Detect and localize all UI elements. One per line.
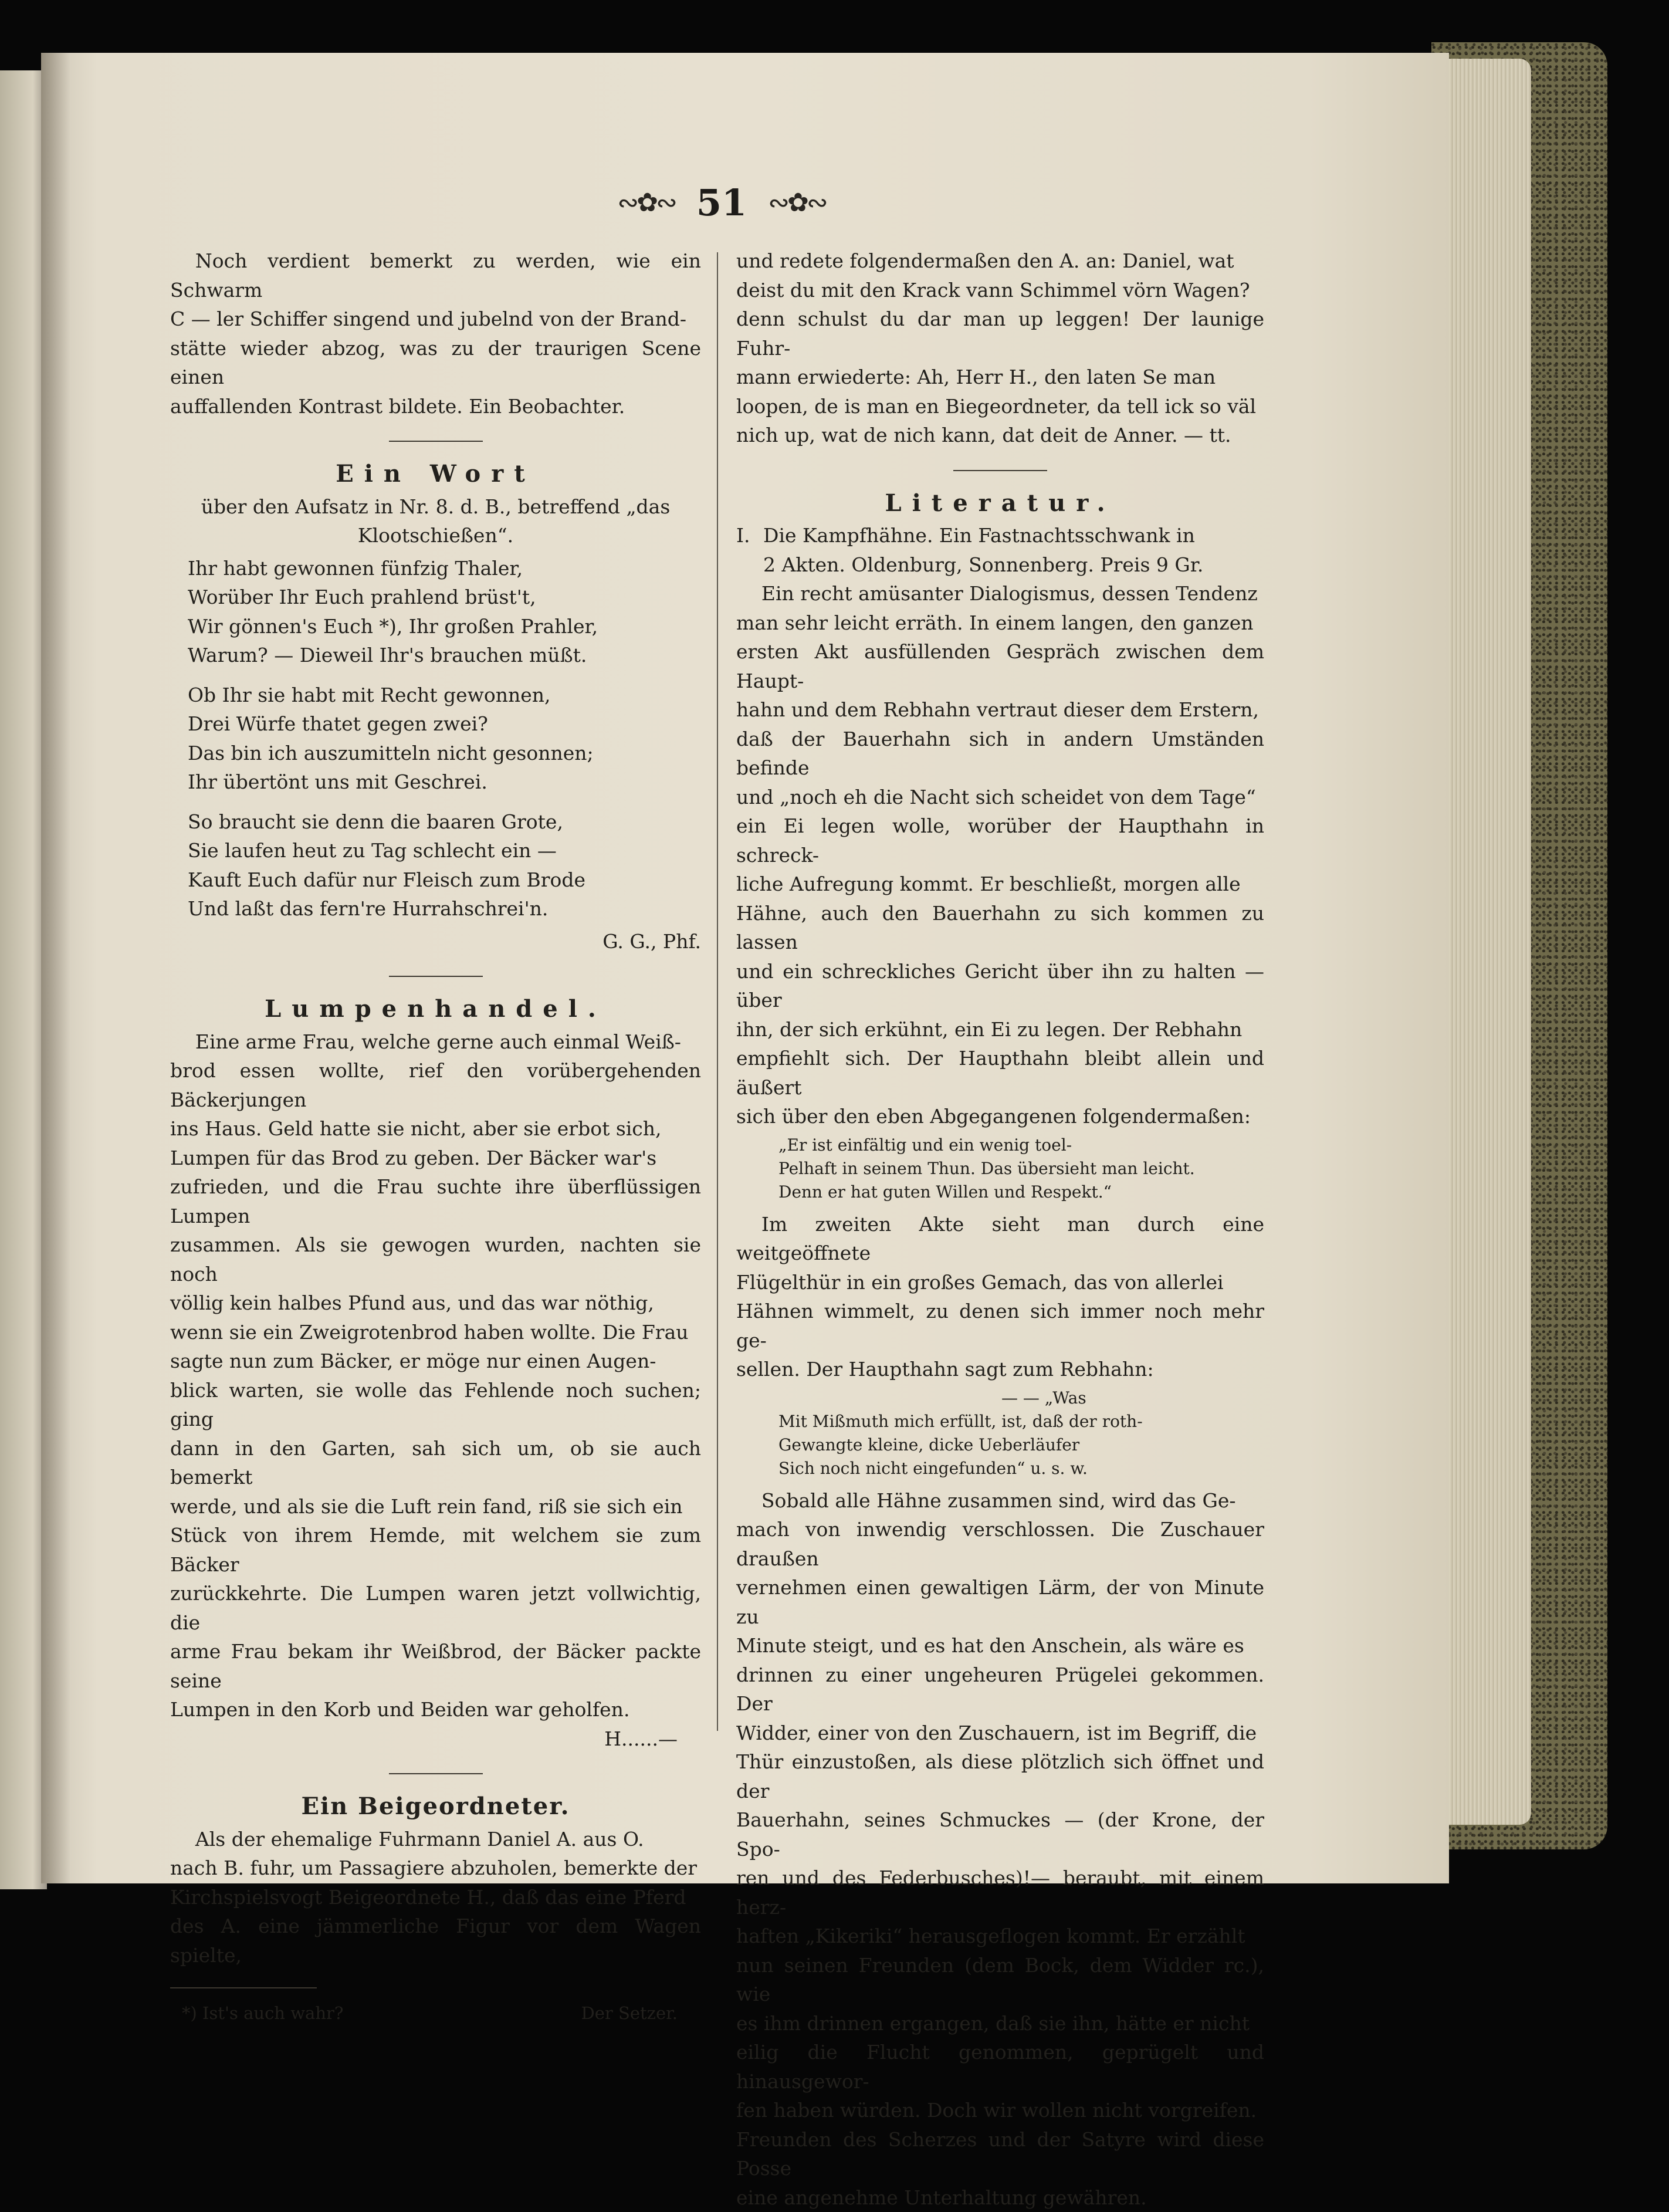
text-line: Noch verdient bemerkt zu werden, wie ein Schwarm <box>170 246 701 305</box>
text-line: vernehmen einen gewaltigen Lärm, der von Minute zu <box>736 1573 1264 1631</box>
text-line: wenn sie ein Zweigrotenbrod haben wollte. Die Frau <box>170 1318 701 1347</box>
text-line: Widder, einer von den Zuschauern, ist im Begriff, die <box>736 1719 1264 1748</box>
quote-line: Gewangte kleine, dicke Ueberläufer <box>778 1433 1264 1457</box>
poem-stanza <box>188 807 701 924</box>
text-line: hahn und dem Rebhahn vertraut dieser dem Erstern, <box>736 695 1264 725</box>
text-line: haften „Kikeriki“ herausgeflogen kommt. Er erzählt <box>736 1922 1264 1951</box>
text-line: mann erwiederte: Ah, Herr H., den laten Se man <box>736 363 1264 392</box>
text-line: Hähnen wimmelt, zu denen sich immer noch mehr ge- <box>736 1297 1264 1355</box>
quote-line: Denn er hat guten Willen und Respekt.“ <box>778 1181 1264 1204</box>
poem-stanza <box>188 554 701 670</box>
quote-line: Sich noch nicht eingefunden“ u. s. w. <box>778 1457 1264 1480</box>
text-line: es ihm drinnen ergangen, daß sie ihn, hätte er nicht <box>736 2009 1264 2038</box>
text-line: nun seinen Freunden (dem Bock, dem Widder rc.), wie <box>736 1951 1264 2009</box>
section-title: Ein Wort <box>170 459 701 489</box>
text-line: Minute steigt, und es hat den Anschein, als wäre es <box>736 1631 1264 1660</box>
text-line: ren und des Federbusches)!— beraubt, mit einem herz- <box>736 1863 1264 1922</box>
footnote-text: *) Ist's auch wahr? <box>170 1999 343 2028</box>
text-line: C — ler Schiffer singend und jubelnd von der Brand- <box>170 305 701 334</box>
verse-line: Sie laufen heut zu Tag schlecht ein — <box>188 836 701 865</box>
verse-quote <box>778 1134 1264 1204</box>
text-line: Ein recht amüsanter Dialogismus, dessen Tendenz <box>736 579 1264 608</box>
text-line: Thür einzustoßen, als diese plötzlich sich öffnet und der <box>736 1747 1264 1805</box>
text-line: und redete folgendermaßen den A. an: Daniel, wat <box>736 246 1264 276</box>
verse-line: Warum? — Dieweil Ihr's brauchen müßt. <box>188 641 701 670</box>
text-line: werde, und als sie die Luft rein fand, riß sie sich ein <box>170 1492 701 1521</box>
text-line: Bauerhahn, seines Schmuckes — (der Krone, der Spo- <box>736 1805 1264 1863</box>
text-line: arme Frau bekam ihr Weißbrod, der Bäcker packte seine <box>170 1637 701 1695</box>
verse-line: Drei Würfe thatet gegen zwei? <box>188 709 701 739</box>
quote-line: Mit Mißmuth mich erfüllt, ist, daß der roth- <box>778 1410 1264 1433</box>
ornament-right-icon: ∾✿∾ <box>768 188 826 218</box>
item-number: I. <box>736 521 763 550</box>
verse-line: Ob Ihr sie habt mit Recht gewonnen, <box>188 681 701 710</box>
text-line: denn schulst du dar man up leggen! Der launige Fuhr- <box>736 305 1264 363</box>
section-subtitle: Klootschießen“. <box>170 521 701 550</box>
text-line: nach B. fuhr, um Passagiere abzuholen, bemerkte der <box>170 1854 701 1883</box>
poem-stanza <box>188 681 701 797</box>
text-line: Stück von ihrem Hemde, mit welchem sie zum Bäcker <box>170 1521 701 1579</box>
section-title: Literatur. <box>736 489 1264 518</box>
text-line: ihn, der sich erkühnt, ein Ei zu legen. Der Rebhahn <box>736 1015 1264 1044</box>
section-rule <box>389 1773 483 1774</box>
section-rule <box>953 470 1047 471</box>
section-ein-wort <box>170 459 701 956</box>
text-line: brod essen wollte, rief den vorübergehenden Bäckerjungen <box>170 1056 701 1114</box>
verse-line: Ihr übertönt uns mit Geschrei. <box>188 767 701 797</box>
text-line: und ein schreckliches Gericht über ihn zu halten — über <box>736 957 1264 1015</box>
text-line: und „noch eh die Nacht sich scheidet von dem Tage“ <box>736 783 1264 812</box>
text-line: Freunden des Scherzes und der Satyre wird diese Posse <box>736 2125 1264 2183</box>
text-line: drinnen zu einer ungeheuren Prügelei gekommen. Der <box>736 1660 1264 1719</box>
text-line: Hähne, auch den Bauerhahn zu sich kommen zu lassen <box>736 899 1264 957</box>
text-line: zurückkehrte. Die Lumpen waren jetzt vollwichtig, die <box>170 1579 701 1637</box>
text-line: Lumpen für das Brod zu geben. Der Bäcker war's <box>170 1144 701 1173</box>
text-line: ins Haus. Geld hatte sie nicht, aber sie erbot sich, <box>170 1114 701 1144</box>
gutter-shadow <box>41 53 70 1883</box>
text-line: auffallenden Kontrast bildete. Ein Beobachter. <box>170 392 701 421</box>
text-line: Flügelthür in ein großes Gemach, das von allerlei <box>736 1268 1264 1297</box>
section-subtitle: über den Aufsatz in Nr. 8. d. B., betreffend „das <box>170 492 701 522</box>
ornament-left-icon: ∾✿∾ <box>617 188 675 218</box>
text-line: völlig kein halbes Pfund aus, und das war nöthig, <box>170 1288 701 1318</box>
text-line: liche Aufregung kommt. Er beschließt, morgen alle <box>736 870 1264 899</box>
text-line: blick warten, sie wolle das Fehlende noch suchen; ging <box>170 1376 701 1434</box>
text-line: eine angenehme Unterhaltung gewähren. <box>736 2183 1264 2212</box>
section-title: Ein Beigeordneter. <box>170 1792 701 1821</box>
text-line: Als der ehemalige Fuhrmann Daniel A. aus O. <box>170 1825 701 1854</box>
text-line: man sehr leicht erräth. In einem langen, den ganzen <box>736 608 1264 638</box>
right-column <box>736 246 1264 2212</box>
text-line: daß der Bauerhahn sich in andern Umständen befinde <box>736 725 1264 783</box>
verse-line: Wir gönnen's Euch *), Ihr großen Prahler, <box>188 612 701 641</box>
text-line: Kirchspielsvogt Beigeordnete H., daß das eine Pferd <box>170 1883 701 1912</box>
book-title: Die Kampfhähne. Ein Fastnachtsschwank in <box>763 524 1195 547</box>
author-signature: G. G., Phf. <box>170 927 701 956</box>
text-line: Im zweiten Akte sieht man durch eine weitgeöffnete <box>736 1210 1264 1268</box>
text-line: ersten Akt ausfüllenden Gespräch zwischen dem Haupt- <box>736 637 1264 695</box>
page-header <box>587 176 856 229</box>
footnote-attribution: Der Setzer. <box>581 1999 701 2028</box>
section-beigeordneter <box>170 1792 701 1970</box>
quote-line: Pelhaft in seinem Thun. Das übersieht man leicht. <box>778 1157 1264 1181</box>
text-line: sagte nun zum Bäcker, er möge nur einen Augen- <box>170 1347 701 1376</box>
text-line: zusammen. Als sie gewogen wurden, nachten sie noch <box>170 1230 701 1288</box>
book-title-line <box>736 521 1264 550</box>
continuation-paragraph <box>736 246 1264 450</box>
text-line: dann in den Garten, sah sich um, ob sie auch bemerkt <box>170 1434 701 1492</box>
text-line: Lumpen in den Korb und Beiden war geholfen. <box>170 1695 701 1724</box>
intro-paragraph <box>170 246 701 421</box>
footnote <box>170 1999 701 2028</box>
quote-line: — — „Was <box>778 1386 1264 1410</box>
text-line: sellen. Der Haupthahn sagt zum Rebhahn: <box>736 1355 1264 1384</box>
verse-line: So braucht sie denn die baaren Grote, <box>188 807 701 837</box>
column-divider <box>717 252 718 1731</box>
left-column <box>170 246 701 2028</box>
section-lumpenhandel <box>170 995 701 1753</box>
verse-line: Und laßt das fern're Hurrahschrei'n. <box>188 894 701 924</box>
text-line: nich up, wat de nich kann, dat deit de Anner. — tt. <box>736 421 1264 450</box>
book-title-line: 2 Akten. Oldenburg, Sonnenberg. Preis 9 Gr. <box>736 550 1264 580</box>
text-line: fen haben würden. Doch wir wollen nicht vorgreifen. <box>736 2096 1264 2125</box>
author-signature: H......— <box>170 1724 701 1754</box>
text-line: eilig die Flucht genommen, geprügelt und hinausgewor- <box>736 2038 1264 2096</box>
quote-line: „Er ist einfältig und ein wenig toel- <box>778 1134 1264 1157</box>
text-line: ein Ei legen wolle, worüber der Haupthahn in schreck- <box>736 811 1264 870</box>
text-line: zufrieden, und die Frau suchte ihre überflüssigen Lumpen <box>170 1172 701 1230</box>
text-line: empfiehlt sich. Der Haupthahn bleibt allein und äußert <box>736 1044 1264 1102</box>
section-title: Lumpenhandel. <box>170 995 701 1024</box>
verse-line: Kauft Euch dafür nur Fleisch zum Brode <box>188 865 701 895</box>
section-rule <box>389 441 483 442</box>
text-line: sich über den eben Abgegangenen folgendermaßen: <box>736 1102 1264 1131</box>
section-rule <box>389 976 483 977</box>
text-line: Sobald alle Hähne zusammen sind, wird das Ge- <box>736 1486 1264 1516</box>
text-line: Eine arme Frau, welche gerne auch einmal Weiß- <box>170 1027 701 1057</box>
verse-line: Worüber Ihr Euch prahlend brüst't, <box>188 583 701 612</box>
text-line: deist du mit den Krack vann Schimmel vörn Wagen? <box>736 276 1264 305</box>
footnote-rule <box>170 1987 317 1988</box>
verse-line: Ihr habt gewonnen fünfzig Thaler, <box>188 554 701 583</box>
facing-page-edge <box>0 70 47 1889</box>
page-number: 51 <box>696 181 747 224</box>
text-line: stätte wieder abzog, was zu der traurigen Scene einen <box>170 334 701 392</box>
section-literatur <box>736 489 1264 2212</box>
text-line: mach von inwendig verschlossen. Die Zuschauer draußen <box>736 1515 1264 1573</box>
text-line: des A. eine jämmerliche Figur vor dem Wagen spielte, <box>170 1912 701 1970</box>
verse-quote <box>778 1386 1264 1480</box>
text-line: loopen, de is man en Biegeordneter, da tell ick so väl <box>736 392 1264 421</box>
verse-line: Das bin ich auszumitteln nicht gesonnen; <box>188 739 701 768</box>
